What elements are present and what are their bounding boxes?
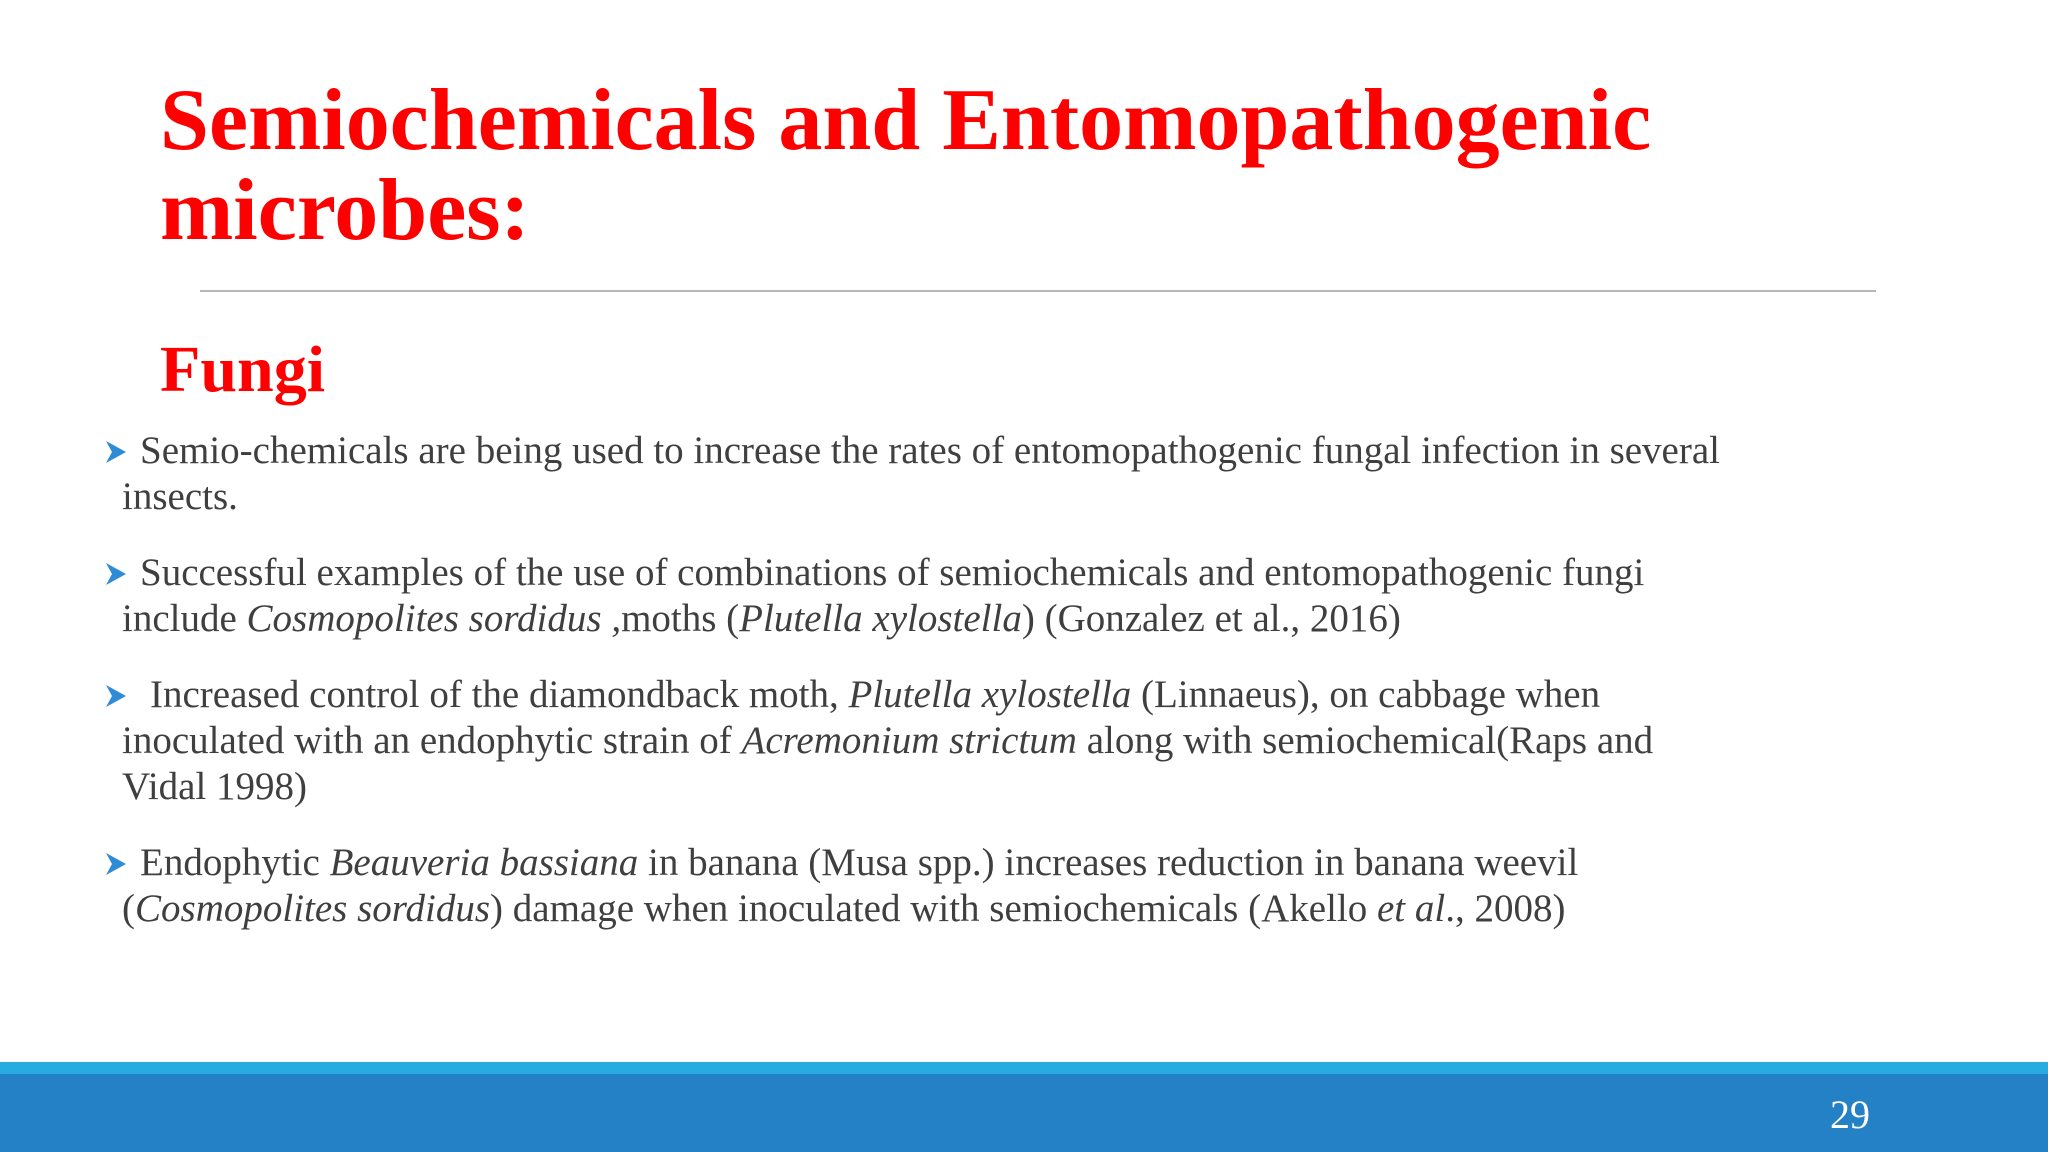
text-run: inoculated with an endophytic strain of [122,719,742,762]
text-run: in banana (Musa spp.) increases reduction in banana weevil [638,841,1579,884]
bullet-text: Vidal 1998) [122,765,308,808]
citation-etal: et al [1377,887,1446,930]
bullet-text-line [122,718,1653,764]
species-name: Cosmopolites sordidus [135,887,491,930]
footer-bar [0,1074,2048,1152]
bullet-text-line [122,672,1653,718]
text-run: ( [122,887,135,930]
arrow-bullet-icon [106,563,126,585]
text-run: ) damage when inoculated with semiochemicals (Akello [490,887,1377,930]
slide-title-line-1: Semiochemicals and Entomopathogenic [160,72,1652,169]
slide-title-line-2: microbes: [160,162,530,259]
arrow-bullet-icon [106,853,126,875]
bullet-item [106,428,1720,520]
species-name: Plutella xylostella [739,597,1022,640]
species-name: Cosmopolites sordidus , [246,597,622,640]
species-name: Beauveria bassiana [329,841,639,884]
title-divider [200,290,1876,292]
text-run: Endophytic [140,841,330,884]
bullet-text: insects. [122,475,238,518]
bullet-text-line [122,596,1644,642]
bullet-item [106,672,1653,810]
text-run: ., 2008) [1445,887,1566,930]
bullet-text: Semio-chemicals are being used to increase the rates of entomopathogenic fungal infection in several [140,429,1720,472]
bullet-item [106,840,1578,932]
bullet-text-line [122,886,1578,932]
section-subtitle: Fungi [160,333,326,406]
slide-title [160,72,1880,259]
arrow-bullet-icon [106,441,126,463]
species-name: Plutella xylostella [848,673,1132,716]
text-run: Increased control of the diamondback moth, [150,673,849,716]
text-run: (Linnaeus), on cabbage when [1131,673,1601,716]
arrow-bullet-icon [106,685,126,707]
text-run: moths ( [621,597,740,640]
species-name: Acremonium strictum [741,719,1077,762]
bullet-text-line [122,840,1578,886]
page-number: 29 [1830,1092,1870,1137]
text-run: ) (Gonzalez et al., 2016) [1021,597,1401,640]
footer-accent-stripe [0,1062,2048,1074]
text-run: along with semiochemical(Raps and [1076,719,1654,762]
text-run: include [122,597,247,640]
bullet-text: Successful examples of the use of combinations of semiochemicals and entomopathogenic fungi [140,551,1645,594]
bullet-item [106,550,1644,642]
